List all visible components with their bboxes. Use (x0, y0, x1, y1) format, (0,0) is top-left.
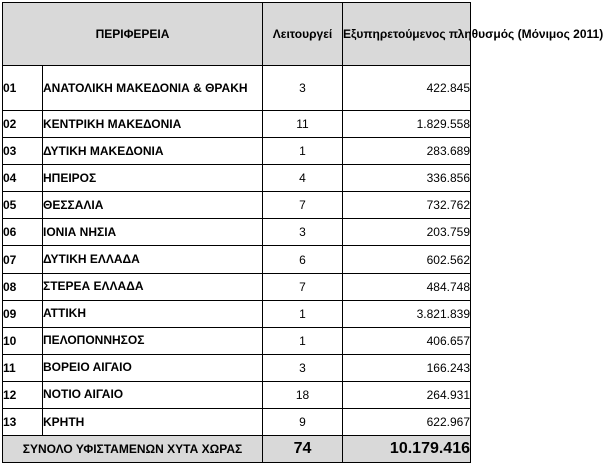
total-row (3, 436, 471, 463)
region-name: ΔΥΤΙΚΗ ΕΛΛΑΔΑ (43, 246, 263, 273)
region-code: 04 (3, 165, 43, 192)
active-count: 1 (263, 300, 343, 327)
served-population: 3.821.839 (343, 300, 471, 327)
served-population: 336.856 (343, 165, 471, 192)
region-code: 07 (3, 246, 43, 273)
region-name: ΙΟΝΙΑ ΝΗΣΙΑ (43, 219, 263, 246)
served-population: 166.243 (343, 354, 471, 381)
population-header: Εξυπηρετούμενος πληθυσμός (Μόνιμος 2011) (343, 3, 471, 66)
total-population: 10.179.416 (343, 436, 471, 463)
table-row (3, 165, 471, 192)
active-count: 1 (263, 138, 343, 165)
region-name: ΝΟΤΙΟ ΑΙΓΑΙΟ (43, 381, 263, 408)
region-name: ΘΕΣΣΑΛΙΑ (43, 192, 263, 219)
active-count: 3 (263, 219, 343, 246)
served-population: 203.759 (343, 219, 471, 246)
table-row (3, 300, 471, 327)
region-code: 03 (3, 138, 43, 165)
active-count: 3 (263, 354, 343, 381)
region-name: ΑΝΑΤΟΛΙΚΗ ΜΑΚΕΔΟΝΙΑ & ΘΡΑΚΗ (43, 66, 263, 111)
served-population: 622.967 (343, 409, 471, 436)
served-population: 283.689 (343, 138, 471, 165)
served-population: 484.748 (343, 273, 471, 300)
region-name: ΔΥΤΙΚΗ ΜΑΚΕΔΟΝΙΑ (43, 138, 263, 165)
table-row (3, 273, 471, 300)
region-name: ΚΕΝΤΡΙΚΗ ΜΑΚΕΔΟΝΙΑ (43, 111, 263, 138)
region-code: 06 (3, 219, 43, 246)
header-row (3, 3, 471, 66)
region-code: 09 (3, 300, 43, 327)
served-population: 264.931 (343, 381, 471, 408)
active-count: 9 (263, 409, 343, 436)
region-code: 11 (3, 354, 43, 381)
region-name: ΚΡΗΤΗ (43, 409, 263, 436)
region-name: ΒΟΡΕΙΟ ΑΙΓΑΙΟ (43, 354, 263, 381)
table-row (3, 111, 471, 138)
served-population: 732.762 (343, 192, 471, 219)
active-count: 7 (263, 273, 343, 300)
table-row (3, 327, 471, 354)
table-row (3, 219, 471, 246)
total-label: ΣΥΝΟΛΟ ΥΦΙΣΤΑΜΕΝΩΝ ΧΥΤΑ ΧΩΡΑΣ (3, 436, 263, 463)
region-name: ΑΤΤΙΚΗ (43, 300, 263, 327)
table-body (3, 66, 471, 436)
active-count: 1 (263, 327, 343, 354)
table-row (3, 66, 471, 111)
region-name: ΠΕΛΟΠΟΝΝΗΣΟΣ (43, 327, 263, 354)
table-row (3, 409, 471, 436)
table-row (3, 246, 471, 273)
region-code: 12 (3, 381, 43, 408)
region-code: 02 (3, 111, 43, 138)
region-name: ΣΤΕΡΕΑ ΕΛΛΑΔΑ (43, 273, 263, 300)
table-row (3, 192, 471, 219)
table-row (3, 381, 471, 408)
active-header: Λειτουργεί (263, 3, 343, 66)
active-count: 18 (263, 381, 343, 408)
region-code: 01 (3, 66, 43, 111)
served-population: 422.845 (343, 66, 471, 111)
region-code: 13 (3, 409, 43, 436)
served-population: 406.657 (343, 327, 471, 354)
region-code: 10 (3, 327, 43, 354)
region-code: 08 (3, 273, 43, 300)
region-header: ΠΕΡΙΦΕΡΕΙΑ (3, 3, 263, 66)
total-active: 74 (263, 436, 343, 463)
region-name: ΗΠΕΙΡΟΣ (43, 165, 263, 192)
regions-table (2, 2, 603, 463)
served-population: 1.829.558 (343, 111, 471, 138)
table-row (3, 138, 471, 165)
active-count: 4 (263, 165, 343, 192)
active-count: 11 (263, 111, 343, 138)
active-count: 6 (263, 246, 343, 273)
region-code: 05 (3, 192, 43, 219)
table-row (3, 354, 471, 381)
served-population: 602.562 (343, 246, 471, 273)
active-count: 3 (263, 66, 343, 111)
active-count: 7 (263, 192, 343, 219)
